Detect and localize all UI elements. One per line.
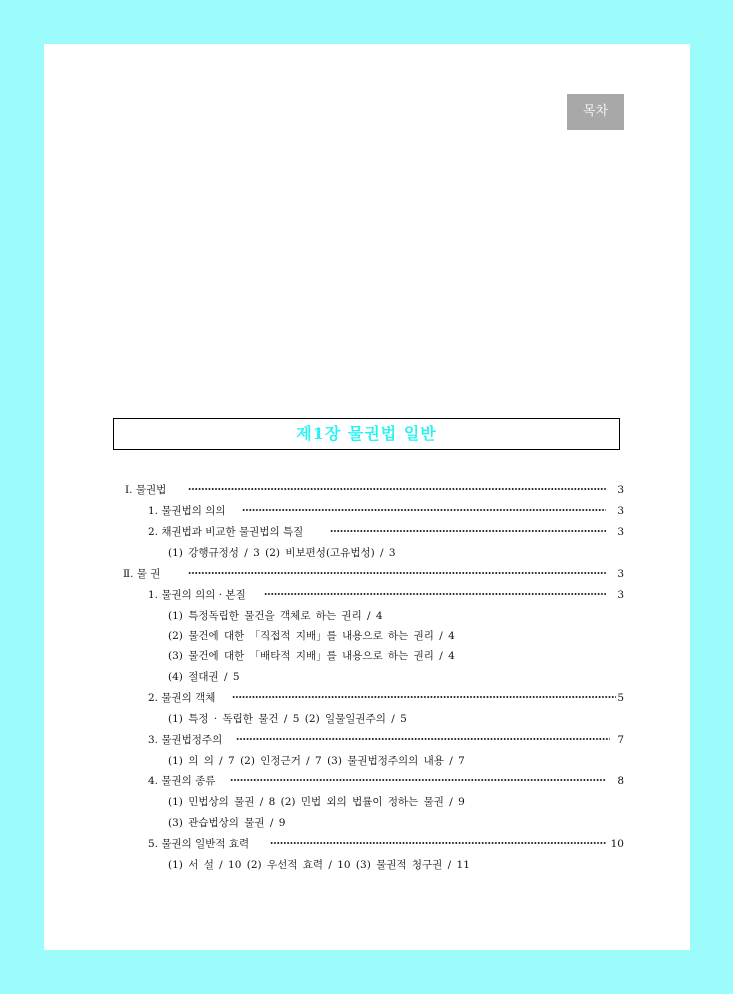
toc-subitems[interactable]: (1) 서 설 / 10 (2) 우선적 효력 / 10 (3) 물권적 청구권 / 11: [168, 859, 470, 871]
toc-entry-page: 10: [610, 838, 624, 850]
toc-entry[interactable]: [44, 523, 690, 541]
toc-entry-label: 5. 물권의 일반적 효력: [148, 838, 250, 850]
toc-badge: 목차: [567, 94, 624, 130]
toc-entry-page: 3: [617, 526, 624, 538]
toc-entry-label: 1. 물권법의 의의: [148, 505, 226, 517]
toc-entry-page: 5: [617, 692, 624, 704]
toc-entry-section-2[interactable]: [44, 565, 690, 583]
dot-leader: [188, 486, 606, 492]
dot-leader: [242, 507, 606, 513]
toc-entry[interactable]: [44, 586, 690, 604]
dot-leader: [264, 591, 606, 597]
toc-entry-label: Ⅱ. 물 권: [123, 568, 161, 580]
toc-entry-page: 3: [617, 505, 624, 517]
toc-entry[interactable]: [44, 502, 690, 520]
toc-entry-page: 8: [617, 775, 624, 787]
toc-entry[interactable]: [44, 835, 690, 853]
document-page: [44, 44, 690, 950]
dot-leader: [236, 736, 610, 742]
dot-leader: [270, 840, 606, 846]
toc-entry-label: 4. 물권의 종류: [148, 775, 216, 787]
toc-entry-section-1[interactable]: [44, 481, 690, 499]
toc-entry-page: 3: [617, 568, 624, 580]
toc-entry-label: Ⅰ. 물권법: [125, 484, 167, 496]
toc-subitems[interactable]: (1) 의 의 / 7 (2) 인정근거 / 7 (3) 물권법정주의의 내용 / 7: [168, 755, 465, 767]
toc-entry-label: 1. 물권의 의의 · 본질: [148, 589, 246, 601]
chapter-title: 제1장 물권법 일반: [113, 418, 620, 450]
toc-entry-page: 3: [617, 484, 624, 496]
toc-subitems[interactable]: (1) 특정독립한 물건을 객체로 하는 권리 / 4: [168, 610, 383, 622]
toc-subitems[interactable]: (3) 물건에 대한 「배타적 지배」를 내용으로 하는 권리 / 4: [168, 650, 455, 662]
toc-subitems[interactable]: (1) 특정 · 독립한 물건 / 5 (2) 일물일권주의 / 5: [168, 713, 407, 725]
toc-subitems[interactable]: (1) 민법상의 물권 / 8 (2) 민법 외의 법률이 정하는 물권 / 9: [168, 796, 465, 808]
toc-entry[interactable]: [44, 689, 690, 707]
toc-subitems[interactable]: (1) 강행규정성 / 3 (2) 비보편성(고유법성) / 3: [168, 547, 396, 559]
toc-entry-page: 7: [617, 734, 624, 746]
toc-subitems[interactable]: (3) 관습법상의 물권 / 9: [168, 817, 286, 829]
dot-leader: [232, 694, 616, 700]
toc-entry[interactable]: [44, 731, 690, 749]
toc-entry[interactable]: [44, 772, 690, 790]
toc-subitems[interactable]: (4) 절대권 / 5: [168, 671, 240, 683]
dot-leader: [230, 777, 606, 783]
toc-entry-label: 2. 채권법과 비교한 물권법의 특질: [148, 526, 304, 538]
toc-subitems[interactable]: (2) 물건에 대한 「직접적 지배」를 내용으로 하는 권리 / 4: [168, 630, 455, 642]
dot-leader: [330, 528, 606, 534]
toc-entry-page: 3: [617, 589, 624, 601]
dot-leader: [188, 570, 606, 576]
toc-entry-label: 2. 물권의 객체: [148, 692, 216, 704]
toc-entry-label: 3. 물권법정주의: [148, 734, 223, 746]
